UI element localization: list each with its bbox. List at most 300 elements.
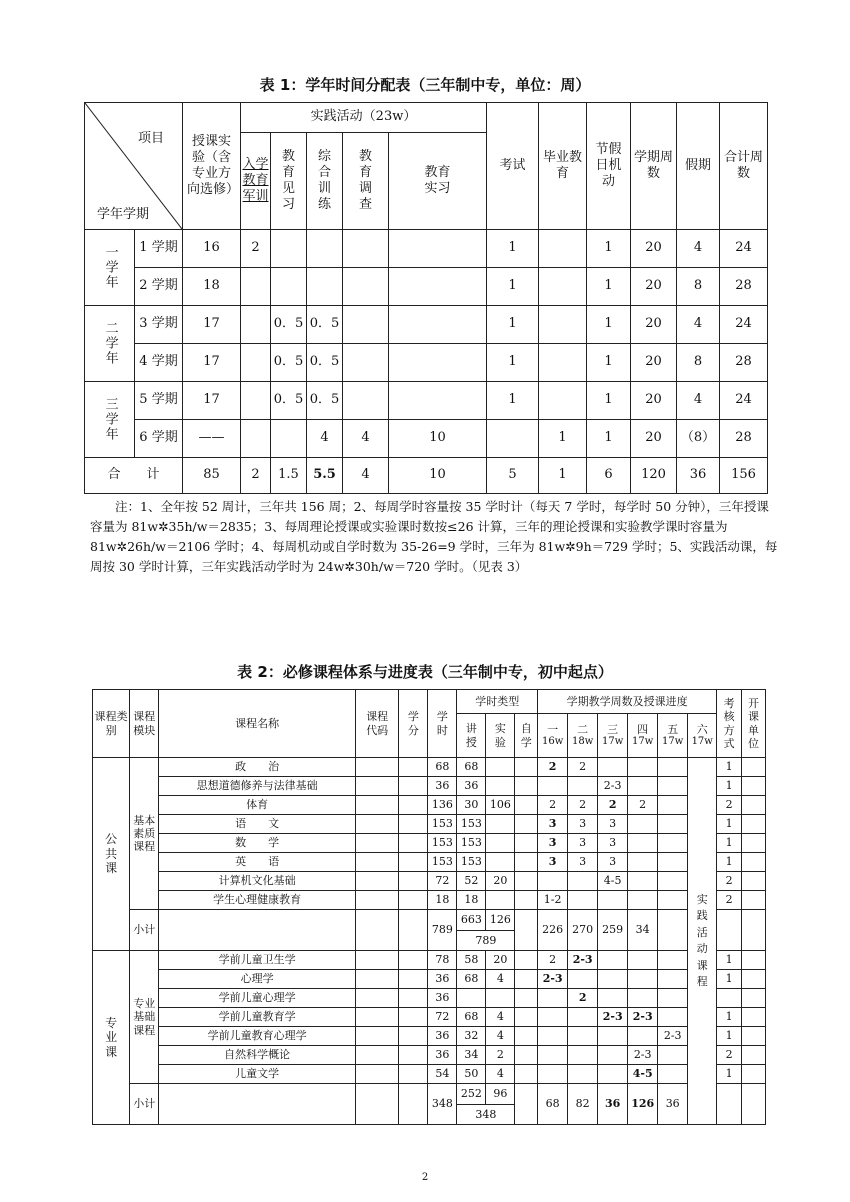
course-assess: 1 xyxy=(717,853,742,872)
course-t1 xyxy=(538,777,568,796)
course-hours: 153 xyxy=(428,853,457,872)
p4-cell xyxy=(343,230,389,268)
p2-cell xyxy=(271,230,307,268)
subtotal-label: 小计 xyxy=(130,1084,159,1125)
course-row xyxy=(93,815,766,834)
year-cell: 一学年 xyxy=(85,230,135,306)
course-t3: 2 xyxy=(598,796,628,815)
course-t1 xyxy=(538,1008,568,1027)
course-name: 语 文 xyxy=(159,815,356,834)
course-name: 自然科学概论 xyxy=(159,1046,356,1065)
subtotal-combined: 348 xyxy=(475,1107,497,1121)
course-credit xyxy=(399,834,428,853)
course-code xyxy=(355,989,398,1008)
course-lab xyxy=(486,777,515,796)
total-cell: 24 xyxy=(720,306,768,344)
col-holiday: 节假日机动 xyxy=(587,103,631,230)
course-code xyxy=(355,872,398,891)
subtotal-code xyxy=(355,910,398,951)
corner-bottom-label: 学年学期 xyxy=(97,206,150,222)
course-t3: 3 xyxy=(598,834,628,853)
subtotal-name xyxy=(159,1084,356,1125)
course-lab: 2 xyxy=(486,1046,515,1065)
subtotal-code xyxy=(355,1084,398,1125)
course-lab: 20 xyxy=(486,872,515,891)
course-lecture: 50 xyxy=(457,1065,486,1084)
subtotal-combined: 789 xyxy=(475,933,497,947)
exam-cell: 1 xyxy=(487,306,539,344)
course-unit xyxy=(742,970,766,989)
course-hours: 54 xyxy=(428,1065,457,1084)
module-cell: 基本素质课程 xyxy=(130,758,159,910)
course-lab xyxy=(486,758,515,777)
hol-cell: 1 xyxy=(587,344,631,382)
table1-note: 注：1、全年按 52 周计，三年共 156 周；2、每周学时容量按 35 学时计（每天 7 学时，每学时 50 分钟），三年授课容量为 81w✲35h/w＝2835；3、每周理论授课或实验课时数按≤26 计算，三年的理论授课和实验教学课时容量为 81w✲26h/w＝2106 学时；4、每周机动或自学时数为 35-26=9 学时，三年为 81w✲9h＝729 学时；5、实践活动课，每周按 30 学时计算，三年实践活动学时为 24w✲30h/w＝720 学时。（见表 3） xyxy=(90,499,778,574)
course-assess: 1 xyxy=(717,758,742,777)
course-t1: 3 xyxy=(538,853,568,872)
course-lecture: 153 xyxy=(457,853,486,872)
course-t1 xyxy=(538,1046,568,1065)
course-self xyxy=(515,872,538,891)
course-code xyxy=(355,1065,398,1084)
p4-cell: 4 xyxy=(343,420,389,458)
course-lecture: 68 xyxy=(457,1008,486,1027)
header-part: 假期 xyxy=(685,157,712,173)
schedule-row xyxy=(85,230,768,268)
course-t3 xyxy=(598,891,628,910)
year-cell: 三学年 xyxy=(85,382,135,458)
course-t5 xyxy=(658,834,688,853)
course-t3 xyxy=(598,758,628,777)
course-code xyxy=(355,758,398,777)
course-row xyxy=(93,834,766,853)
p4-cell xyxy=(343,344,389,382)
course-unit xyxy=(742,777,766,796)
term-number: 五 xyxy=(667,722,679,736)
course-t5: 2-3 xyxy=(658,1027,688,1046)
term-weeks: 17w xyxy=(662,736,684,748)
subcol-internship: 教育实习 xyxy=(389,133,487,230)
course-name: 数 学 xyxy=(159,834,356,853)
total-cell: 28 xyxy=(720,268,768,306)
course-lab xyxy=(486,834,515,853)
p2-cell xyxy=(271,268,307,306)
course-t3 xyxy=(598,951,628,970)
course-code xyxy=(355,1046,398,1065)
course-unit xyxy=(742,989,766,1008)
p5-cell xyxy=(389,344,487,382)
course-credit xyxy=(399,1008,428,1027)
course-name: 学前儿童卫生学 xyxy=(159,951,356,970)
p2-cell: 0．5 xyxy=(271,382,307,420)
course-credit xyxy=(399,1046,428,1065)
course-name: 学前儿童心理学 xyxy=(159,989,356,1008)
course-t5 xyxy=(658,815,688,834)
course-t3: 2-3 xyxy=(598,777,628,796)
course-row xyxy=(93,891,766,910)
course-lecture xyxy=(457,989,486,1008)
subtotal-hours: 348 xyxy=(428,1084,457,1125)
term-cell: 3 学期 xyxy=(135,306,183,344)
weeks-cell: 20 xyxy=(631,420,677,458)
grad-cell xyxy=(539,344,587,382)
course-self xyxy=(515,834,538,853)
course-self xyxy=(515,1008,538,1027)
course-credit xyxy=(399,1065,428,1084)
total-p3: 5.5 xyxy=(307,458,343,494)
course-t5 xyxy=(658,872,688,891)
course-assess: 2 xyxy=(717,796,742,815)
h-unit: 开课单位 xyxy=(742,690,766,758)
course-t3: 3 xyxy=(598,853,628,872)
course-credit xyxy=(399,815,428,834)
course-t4 xyxy=(628,815,658,834)
practice-cell: 实践活动课程 xyxy=(688,758,717,1125)
course-table xyxy=(92,689,766,1125)
hol-cell: 1 xyxy=(587,382,631,420)
course-credit xyxy=(399,891,428,910)
course-hours: 136 xyxy=(428,796,457,815)
subtotal-t1: 226 xyxy=(538,910,568,951)
course-credit xyxy=(399,758,428,777)
weeks-cell: 20 xyxy=(631,306,677,344)
course-t5 xyxy=(658,970,688,989)
course-lecture: 153 xyxy=(457,815,486,834)
course-row xyxy=(93,1008,766,1027)
course-hours: 36 xyxy=(428,989,457,1008)
course-t4: 2-3 xyxy=(628,1008,658,1027)
term-cell: 5 学期 xyxy=(135,382,183,420)
p4-cell xyxy=(343,306,389,344)
course-lecture: 153 xyxy=(457,834,486,853)
weeks-cell: 20 xyxy=(631,382,677,420)
term-cell: 2 学期 xyxy=(135,268,183,306)
course-name: 心理学 xyxy=(159,970,356,989)
course-t2: 2 xyxy=(568,796,598,815)
course-t2 xyxy=(568,777,598,796)
p1-cell xyxy=(241,306,271,344)
course-assess: 1 xyxy=(717,777,742,796)
total-grad: 1 xyxy=(539,458,587,494)
course-code xyxy=(355,1027,398,1046)
course-code xyxy=(355,777,398,796)
h-lab: 实验 xyxy=(486,714,515,758)
course-name: 体育 xyxy=(159,796,356,815)
course-t4 xyxy=(628,951,658,970)
course-unit xyxy=(742,1046,766,1065)
course-t2 xyxy=(568,891,598,910)
course-t5 xyxy=(658,891,688,910)
course-name: 计算机文化基础 xyxy=(159,872,356,891)
course-row xyxy=(93,796,766,815)
category-cell: 专业课 xyxy=(93,951,130,1125)
course-assess: 1 xyxy=(717,951,742,970)
course-name: 政 治 xyxy=(159,758,356,777)
col-exam xyxy=(487,103,539,230)
subtotal-row xyxy=(93,910,766,951)
course-hours: 68 xyxy=(428,758,457,777)
course-self xyxy=(515,891,538,910)
term-weeks: 17w xyxy=(691,736,713,748)
total-p5: 10 xyxy=(389,458,487,494)
course-row xyxy=(93,951,766,970)
vac-cell: （8） xyxy=(677,420,720,458)
course-code xyxy=(355,951,398,970)
p1-cell xyxy=(241,382,271,420)
teach-cell: 17 xyxy=(183,344,241,382)
exam-cell xyxy=(487,420,539,458)
course-lecture: 34 xyxy=(457,1046,486,1065)
table2-title: 表 2：必修课程体系与进度表（三年制中专，初中起点） xyxy=(237,663,613,681)
subtotal-t2: 270 xyxy=(568,910,598,951)
split-box xyxy=(457,1084,514,1124)
course-t5 xyxy=(658,989,688,1008)
h-module: 课程模块 xyxy=(130,690,159,758)
course-credit xyxy=(399,970,428,989)
teach-cell: 18 xyxy=(183,268,241,306)
exam-cell: 1 xyxy=(487,344,539,382)
course-t4 xyxy=(628,1027,658,1046)
teach-cell: 16 xyxy=(183,230,241,268)
course-hours: 153 xyxy=(428,815,457,834)
split-top xyxy=(457,1084,514,1105)
term-number: 四 xyxy=(637,722,649,736)
subtotal-assess xyxy=(717,910,742,951)
course-t5 xyxy=(658,796,688,815)
course-t5 xyxy=(658,758,688,777)
course-unit xyxy=(742,1008,766,1027)
exam-cell: 1 xyxy=(487,268,539,306)
grad-cell xyxy=(539,306,587,344)
term-cell: 6 学期 xyxy=(135,420,183,458)
course-credit xyxy=(399,777,428,796)
course-lab xyxy=(486,815,515,834)
teach-cell: 17 xyxy=(183,382,241,420)
subtotal-split xyxy=(457,910,515,951)
p3-cell xyxy=(307,230,343,268)
h-hour-type: 学时类型 xyxy=(457,690,538,714)
course-unit xyxy=(742,1065,766,1084)
course-lecture: 36 xyxy=(457,777,486,796)
course-assess: 2 xyxy=(717,1046,742,1065)
course-lab xyxy=(486,853,515,872)
h-term-6 xyxy=(688,714,717,758)
course-row xyxy=(93,1027,766,1046)
course-lab: 4 xyxy=(486,1065,515,1084)
h-term-2 xyxy=(568,714,598,758)
subtotal-split xyxy=(457,1084,515,1125)
course-lecture: 52 xyxy=(457,872,486,891)
subcol-survey: 教育调查 xyxy=(343,133,389,230)
course-code xyxy=(355,815,398,834)
vac-cell: 8 xyxy=(677,268,720,306)
grad-cell: 1 xyxy=(539,420,587,458)
p4-cell xyxy=(343,382,389,420)
course-code xyxy=(355,796,398,815)
grad-cell xyxy=(539,230,587,268)
h-assess: 考核方式 xyxy=(717,690,742,758)
course-lab: 4 xyxy=(486,970,515,989)
subtotal-lecture: 663 xyxy=(460,913,482,927)
course-t4: 2 xyxy=(628,796,658,815)
subtotal-row xyxy=(93,1084,766,1125)
term-cell: 1 学期 xyxy=(135,230,183,268)
course-self xyxy=(515,970,538,989)
header-part: 毕业教育 xyxy=(543,149,583,181)
course-t2 xyxy=(568,872,598,891)
course-lab xyxy=(486,989,515,1008)
course-self xyxy=(515,1027,538,1046)
course-hours: 153 xyxy=(428,834,457,853)
corner-top-label: 项目 xyxy=(137,131,164,146)
course-unit xyxy=(742,834,766,853)
course-assess: 1 xyxy=(717,815,742,834)
course-t4 xyxy=(628,853,658,872)
h-term-1 xyxy=(538,714,568,758)
subtotal-name xyxy=(159,910,356,951)
course-hours: 18 xyxy=(428,891,457,910)
course-t1: 2 xyxy=(538,951,568,970)
col-vacation xyxy=(677,103,720,230)
course-assess: 1 xyxy=(717,834,742,853)
course-self xyxy=(515,796,538,815)
h-self: 自学 xyxy=(515,714,538,758)
course-t5 xyxy=(658,777,688,796)
course-t3: 4-5 xyxy=(598,872,628,891)
course-lecture: 68 xyxy=(457,970,486,989)
course-assess: 1 xyxy=(717,1065,742,1084)
course-t1 xyxy=(538,989,568,1008)
course-code xyxy=(355,834,398,853)
term-number: 一 xyxy=(547,722,559,736)
total-row xyxy=(85,458,768,494)
h-category: 课程类别 xyxy=(93,690,130,758)
h-credit: 学分 xyxy=(399,690,428,758)
course-t5 xyxy=(658,853,688,872)
course-t4: 4-5 xyxy=(628,1065,658,1084)
schedule-row xyxy=(85,268,768,306)
total-p2: 1.5 xyxy=(271,458,307,494)
course-t5 xyxy=(658,1046,688,1065)
total-weeks: 120 xyxy=(631,458,677,494)
total-p1: 2 xyxy=(241,458,271,494)
course-credit xyxy=(399,989,428,1008)
course-self xyxy=(515,853,538,872)
course-t5 xyxy=(658,1008,688,1027)
total-cell: 24 xyxy=(720,230,768,268)
subtotal-label: 小计 xyxy=(130,910,159,951)
course-name: 儿童文学 xyxy=(159,1065,356,1084)
course-t1: 2-3 xyxy=(538,970,568,989)
schedule-table xyxy=(84,102,768,494)
course-self xyxy=(515,1046,538,1065)
category-cell: 公共课 xyxy=(93,758,130,951)
p2-cell: 0．5 xyxy=(271,344,307,382)
course-t2 xyxy=(568,1046,598,1065)
total-exam: 5 xyxy=(487,458,539,494)
course-assess: 1 xyxy=(717,1008,742,1027)
p2-cell xyxy=(271,420,307,458)
h-hours: 学时 xyxy=(428,690,457,758)
weeks-cell: 20 xyxy=(631,230,677,268)
schedule-row xyxy=(85,344,768,382)
p3-cell: 0．5 xyxy=(307,382,343,420)
col-teaching: 授课实验（含专业方向选修） xyxy=(183,103,241,230)
h-progress: 学期教学周数及授课进度 xyxy=(538,690,717,714)
total-vac: 36 xyxy=(677,458,720,494)
subtotal-lecture: 252 xyxy=(460,1087,482,1101)
course-t1: 3 xyxy=(538,834,568,853)
col-grad xyxy=(539,103,587,230)
grad-cell xyxy=(539,382,587,420)
course-unit xyxy=(742,951,766,970)
course-self xyxy=(515,1065,538,1084)
split-top xyxy=(457,910,514,931)
grad-cell xyxy=(539,268,587,306)
term-number: 二 xyxy=(577,722,589,736)
subtotal-unit xyxy=(742,910,766,951)
total-label: 合 计 xyxy=(85,458,183,494)
teach-cell: 17 xyxy=(183,306,241,344)
total-cell: 24 xyxy=(720,382,768,420)
course-lab: 4 xyxy=(486,1008,515,1027)
total-p4: 4 xyxy=(343,458,389,494)
subtotal-lab: 96 xyxy=(485,1084,514,1104)
course-t3 xyxy=(598,1065,628,1084)
course-row xyxy=(93,1065,766,1084)
p3-cell: 0．5 xyxy=(307,344,343,382)
h-term-3 xyxy=(598,714,628,758)
hol-cell: 1 xyxy=(587,268,631,306)
course-lecture: 32 xyxy=(457,1027,486,1046)
vac-cell: 4 xyxy=(677,230,720,268)
course-t3: 2-3 xyxy=(598,1008,628,1027)
p3-cell: 4 xyxy=(307,420,343,458)
course-row xyxy=(93,970,766,989)
schedule-row xyxy=(85,420,768,458)
course-t4 xyxy=(628,758,658,777)
course-name: 学生心理健康教育 xyxy=(159,891,356,910)
course-hours: 36 xyxy=(428,970,457,989)
course-row xyxy=(93,872,766,891)
page-number: 2 xyxy=(421,1172,429,1183)
p5-cell xyxy=(389,382,487,420)
course-lecture: 18 xyxy=(457,891,486,910)
course-t4 xyxy=(628,777,658,796)
hol-cell: 1 xyxy=(587,420,631,458)
p3-cell: 0．5 xyxy=(307,306,343,344)
schedule-row xyxy=(85,382,768,420)
course-hours: 36 xyxy=(428,777,457,796)
year-cell: 二学年 xyxy=(85,306,135,382)
subtotal-assess xyxy=(717,1084,742,1125)
course-row xyxy=(93,989,766,1008)
subtotal-lab: 126 xyxy=(485,910,514,930)
p1-cell xyxy=(241,344,271,382)
course-t2 xyxy=(568,1008,598,1027)
course-t2: 3 xyxy=(568,853,598,872)
subtotal-t5: 36 xyxy=(658,1084,688,1125)
weeks-cell: 20 xyxy=(631,344,677,382)
course-t1: 2 xyxy=(538,758,568,777)
course-lab: 4 xyxy=(486,1027,515,1046)
course-t3 xyxy=(598,1046,628,1065)
course-t4 xyxy=(628,970,658,989)
course-lab xyxy=(486,891,515,910)
course-self xyxy=(515,815,538,834)
course-unit xyxy=(742,853,766,872)
course-hours: 72 xyxy=(428,1008,457,1027)
